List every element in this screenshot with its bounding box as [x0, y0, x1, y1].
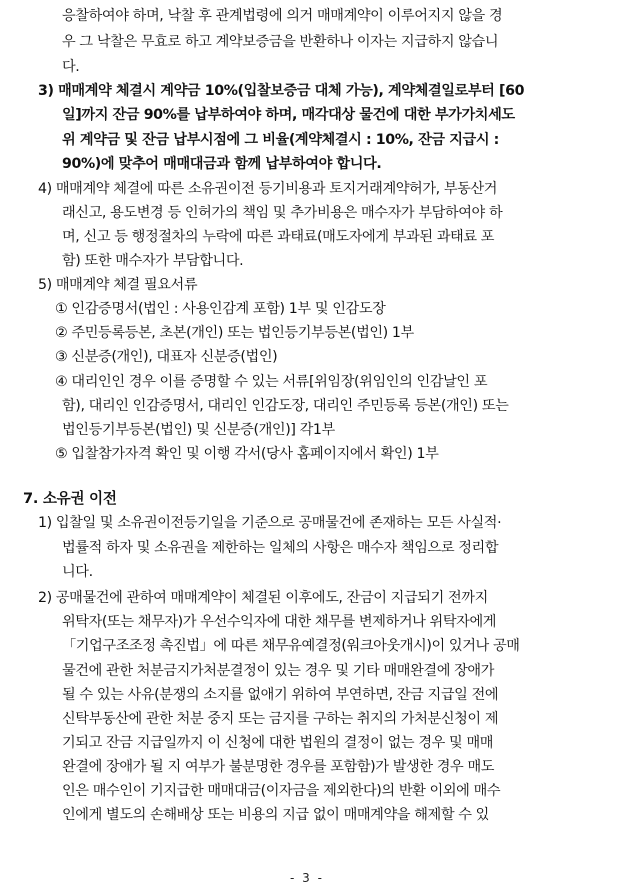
line-27: 물건에 관한 처분금지가처분결정이 있는 경우 및 기타 매매완결에 장애가	[62, 663, 495, 679]
line-4: 3) 매매계약 체결시 계약금 10%(입찰보증금 대체 가능), 계약체결일로부터 [60	[38, 83, 525, 99]
line-8: 4) 매매계약 체결에 따른 소유권이전 등기비용과 토지거래계약허가, 부동산거	[38, 181, 498, 197]
line-1: 응찰하여야 하며, 낙찰 후 관계법령에 의거 매매계약이 이루어지지 않을 경	[62, 8, 503, 24]
section-heading-ownership-transfer: 7. 소유권 이전	[23, 490, 117, 507]
line-24: 2) 공매물건에 관하여 매매계약이 체결된 이후에도, 잔금이 지급되기 전까지	[38, 590, 488, 606]
line-30: 기되고 잔금 지급일까지 이 신청에 대한 법원의 결정이 없는 경우 및 매매	[62, 735, 494, 751]
line-12: 5) 매매계약 체결 필요서류	[38, 277, 198, 293]
line-33: 인에게 별도의 손해배상 또는 비용의 지급 없이 매매계약을 해제할 수 있	[62, 807, 489, 823]
line-17: 함), 대리인 인감증명서, 대리인 인감도장, 대리인 주민등록 등본(개인) 또는	[62, 398, 509, 414]
line-25: 위탁자(또는 채무자)가 우선수익자에 대한 채무를 변제하거나 위탁자에게	[62, 614, 497, 630]
line-28: 될 수 있는 사유(분쟁의 소지를 없애기 위하여 부연하면, 잔금 지급일 전에	[62, 687, 499, 703]
line-13: ① 인감증명서(법인 : 사용인감계 포함) 1부 및 인감도장	[55, 301, 386, 317]
line-6: 위 계약금 및 잔금 납부시점에 그 비율(계약체결시 : 10%, 잔금 지급시 :	[62, 132, 499, 148]
line-7: 90%)에 맞추어 매매대금과 함께 납부하여야 합니다.	[62, 156, 382, 172]
line-29: 신탁부동산에 관한 처분 중지 또는 금지를 구하는 취지의 가처분신청이 제	[62, 711, 499, 727]
line-31: 완결에 장애가 될 지 여부가 불분명한 경우를 포함함)가 발생한 경우 매도	[62, 759, 495, 775]
line-2: 우 그 낙찰은 무효로 하고 계약보증금을 반환하나 이자는 지급하지 않습니	[62, 34, 499, 50]
page-number: - 3 -	[290, 871, 324, 885]
line-18: 법인등기부등본(법인) 및 신분증(개인)] 각1부	[62, 422, 335, 438]
line-19: ⑤ 입찰참가자격 확인 및 이행 각서(당사 홈페이지에서 확인) 1부	[55, 446, 439, 462]
line-16: ④ 대리인인 경우 이를 증명할 수 있는 서류[위임장(위임인의 인감날인 포	[55, 374, 488, 390]
line-5: 일]까지 잔금 90%를 납부하여야 하며, 매각대상 물건에 대한 부가가치세도	[62, 107, 515, 123]
line-11: 함) 또한 매수자가 부담합니다.	[62, 253, 244, 269]
line-9: 래신고, 용도변경 등 인허가의 책임 및 추가비용은 매수자가 부담하여야 하	[62, 205, 503, 221]
line-15: ③ 신분증(개인), 대표자 신분증(법인)	[55, 349, 278, 365]
line-23: 니다.	[62, 564, 93, 580]
line-3: 다.	[62, 59, 80, 75]
line-21: 1) 입찰일 및 소유권이전등기일을 기준으로 공매물건에 존재하는 모든 사실적·	[38, 515, 502, 531]
line-32: 인은 매수인이 기지급한 매매대금(이자금을 제외한다)의 반환 이외에 매수	[62, 783, 501, 799]
line-10: 며, 신고 등 행정절차의 누락에 따른 과태료(매도자에게 부과된 과태료 포	[62, 229, 495, 245]
line-22: 법률적 하자 및 소유권을 제한하는 일체의 사항은 매수자 책임으로 정리합	[62, 540, 499, 556]
line-26: 「기업구조조정 촉진법」에 따른 채무유예결정(워크아웃개시)이 있거나 공매	[62, 638, 520, 654]
line-14: ② 주민등록등본, 초본(개인) 또는 법인등기부등본(법인) 1부	[55, 325, 414, 341]
